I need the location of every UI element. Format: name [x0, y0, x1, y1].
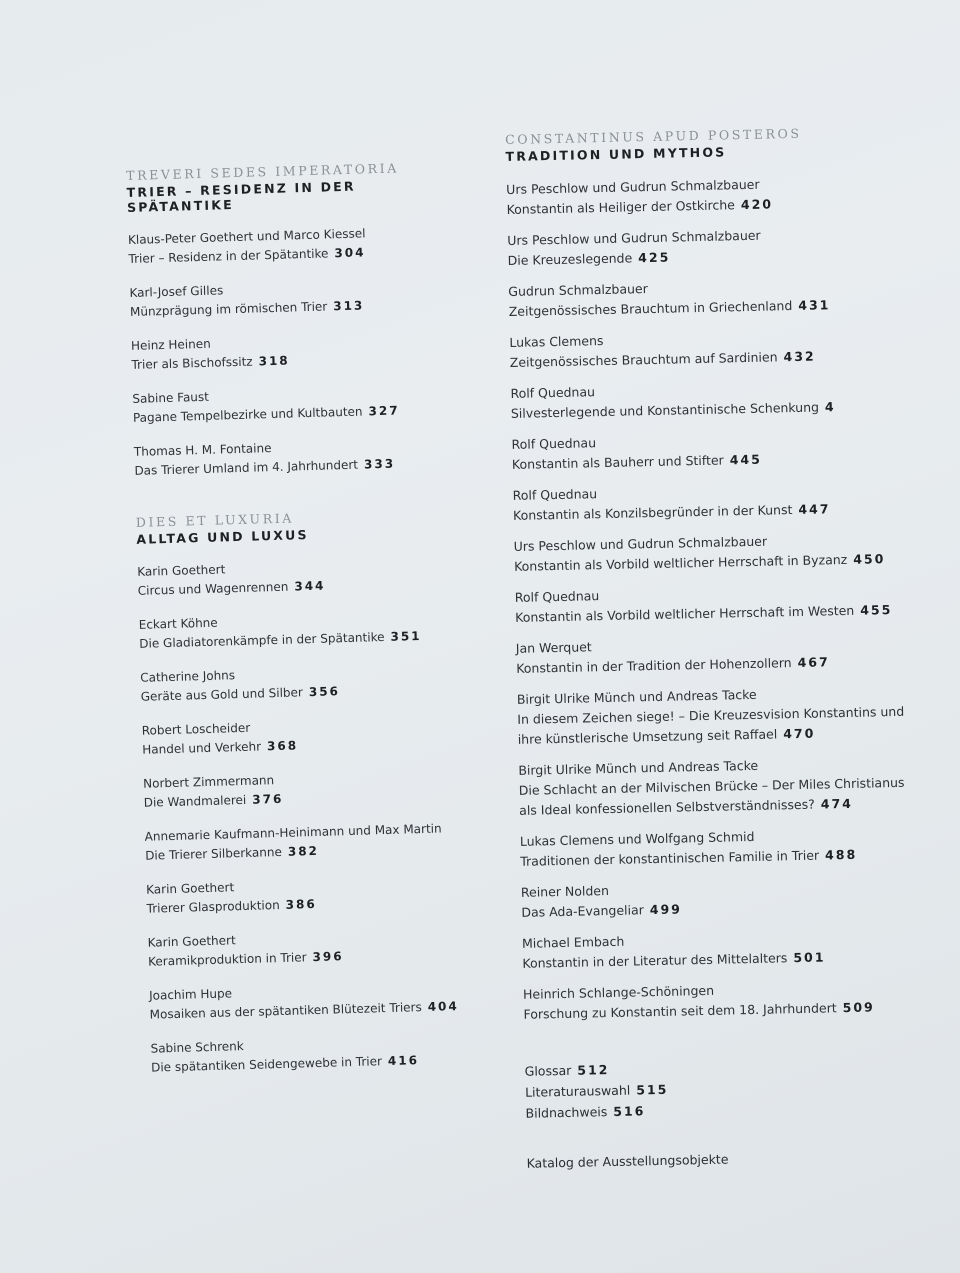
entry-page: 488 — [824, 846, 858, 863]
entry-author: Catherine Johns — [140, 668, 236, 685]
entry-author: Reiner Nolden — [520, 882, 610, 900]
entry-page: 447 — [798, 501, 831, 517]
entry-title: Das Trierer Umland im 4. Jahrhundert 333 — [134, 456, 396, 478]
entry-author: Rolf Quednau — [514, 588, 600, 605]
entry-author: Sabine Faust — [132, 389, 210, 406]
entry-title: Trier als Bischofssitz 318 — [131, 353, 290, 372]
entry-author: Karl-Josef Gilles — [129, 283, 224, 300]
toc-entry — [516, 631, 917, 679]
toc-entry — [147, 924, 488, 971]
entry-author: Karin Goethert — [145, 880, 235, 897]
toc-entry — [520, 823, 921, 871]
entry-author: Urs Peschlow und Gudrun Schmalzbauer — [507, 227, 761, 248]
entry-page: 327 — [368, 403, 400, 419]
toc-entry — [129, 274, 470, 321]
entry-page: 501 — [793, 949, 826, 966]
toc-entry — [132, 380, 473, 427]
toc-entry — [513, 529, 914, 577]
section-heading: TRIER – RESIDENZ IN DER SPÄTANTIKE — [126, 178, 356, 215]
toc-entry — [149, 977, 490, 1024]
toc-entry — [137, 553, 478, 600]
entry-page: 431 — [798, 297, 831, 313]
entry-title: Konstantin als Konzilsbegründer in der Kunst 447 — [512, 501, 831, 523]
left-column — [126, 159, 492, 1112]
entry-title: Circus und Wagenrennen 344 — [137, 578, 326, 598]
entry-page: 516 — [613, 1103, 646, 1119]
toc-entry — [508, 274, 909, 322]
entry-title: Zeitgenössisches Brauchtum auf Sardinien 432 — [509, 348, 816, 370]
backmatter-item: Literaturauswahl 515 — [524, 1081, 669, 1100]
entry-author: Gudrun Schmalzbauer — [508, 281, 648, 299]
entry-author: Sabine Schrenk — [150, 1039, 244, 1056]
entry-author: Lukas Clemens — [509, 332, 604, 350]
toc-entry — [506, 172, 907, 220]
entry-title: Konstantin als Vorbild weltlicher Herrschaft im Westen 455 — [515, 601, 893, 625]
entry-author: Birgit Ulrike Münch und Andreas Tacke — [518, 757, 759, 778]
right-column — [505, 124, 927, 1174]
entry-page: 445 — [729, 451, 762, 468]
toc-entry — [521, 874, 922, 922]
entry-title: Die spätantiken Seidengewebe in Trier 416 — [150, 1053, 420, 1075]
entry-title: Zeitgenössisches Brauchtum in Griechenland 431 — [508, 297, 831, 319]
toc-entry — [509, 325, 910, 373]
entry-title: Die Trierer Silberkanne 382 — [145, 843, 320, 863]
entry-author: Heinrich Schlange-Schöningen — [522, 982, 715, 1002]
entry-page: 333 — [363, 456, 396, 472]
toc-entry — [523, 976, 924, 1024]
entry-page: 455 — [860, 601, 893, 618]
entry-title: Die Schlacht an der Milvischen Brücke – Der Miles Christianus als Ideal konfessionellen Selbstverständnisses? 474 — [518, 774, 905, 818]
toc-entry — [134, 433, 475, 480]
backmatter-item: Glossar 512 — [524, 1062, 610, 1079]
entry-author: Rolf Quednau — [512, 486, 598, 503]
entry-author: Klaus-Peter Goethert und Marco Kiessel — [127, 226, 366, 247]
entry-page: 470 — [783, 725, 816, 742]
toc-entry — [511, 427, 912, 475]
entry-author: Jan Werquet — [515, 639, 592, 656]
entry-page: 4 — [824, 399, 836, 415]
toc-entry — [146, 871, 487, 918]
entry-author: Joachim Hupe — [148, 986, 233, 1003]
entry-title: Forschung zu Konstantin seit dem 18. Jahrhundert 509 — [523, 999, 875, 1022]
entry-title: Keramikproduktion in Trier 396 — [147, 949, 344, 969]
entry-page: 416 — [387, 1053, 420, 1069]
toc-entry — [144, 818, 485, 865]
entry-author: Urs Peschlow und Gudrun Schmalzbauer — [506, 176, 760, 197]
entry-title: Münzprägung im römischen Trier 313 — [129, 298, 365, 319]
entry-page: 356 — [308, 684, 341, 700]
toc-entry — [128, 221, 469, 268]
section-heading: TRADITION UND MYTHOS — [505, 144, 727, 164]
entry-author: Rolf Quednau — [510, 384, 596, 401]
section-latin-title: DIES ET LUXURIA — [135, 510, 295, 530]
entry-author: Karin Goethert — [137, 562, 226, 579]
entry-title: Pagane Tempelbezirke und Kultbauten 327 — [132, 403, 400, 425]
toc-entry — [131, 327, 472, 374]
entry-title: Konstantin in der Tradition der Hohenzollern 467 — [516, 654, 830, 676]
entry-page: 404 — [427, 999, 459, 1014]
entry-title: In diesem Zeichen siege! – Die Kreuzesvision Konstantins und ihre künstlerische Umsetzung seit Raffael 470 — [517, 703, 905, 747]
entry-author: Thomas H. M. Fontaine — [133, 441, 272, 459]
entry-title: Konstantin in der Literatur des Mittelalters 501 — [522, 949, 826, 971]
entry-title: Konstantin als Bauherr und Stifter 445 — [511, 451, 762, 472]
entry-page: 509 — [842, 999, 875, 1016]
backmatter-list — [524, 1052, 925, 1123]
entry-page: 386 — [285, 896, 317, 912]
section-latin-title: TREVERI SEDES IMPERATORIA — [126, 160, 400, 183]
section-latin-title: CONSTANTINUS APUD POSTEROS — [505, 125, 802, 147]
toc-entry — [140, 659, 481, 706]
entry-title: Die Wandmalerei 376 — [143, 791, 284, 810]
entry-title: Die Kreuzeslegende 425 — [507, 249, 671, 268]
entry-title: Geräte aus Gold und Silber 356 — [140, 684, 341, 704]
toc-entry — [518, 752, 919, 820]
entry-title: Trier – Residenz in der Spätantike 304 — [128, 245, 366, 266]
entry-page: 396 — [312, 949, 344, 965]
entry-author: Robert Loscheider — [141, 720, 251, 738]
toc-entry — [141, 712, 482, 759]
entry-author: Birgit Ulrike Münch und Andreas Tacke — [516, 686, 757, 707]
toc-entry — [522, 925, 923, 973]
entry-page: 474 — [820, 795, 854, 812]
entry-author: Norbert Zimmermann — [143, 773, 275, 791]
entry-page: 313 — [333, 298, 365, 314]
entry-author: Eckart Köhne — [138, 615, 218, 632]
toc-entry — [517, 682, 918, 750]
entry-author: Rolf Quednau — [511, 435, 597, 452]
catalog-entry: Katalog der Ausstellungsobjekte — [526, 1151, 729, 1171]
entry-page: 499 — [649, 901, 683, 918]
entry-title: Silvesterlegende und Konstantinische Schenkung 4 — [510, 399, 836, 421]
entry-author: Karin Goethert — [147, 933, 236, 950]
section-heading: ALLTAG UND LUXUS — [136, 527, 309, 547]
entry-title: Konstantin als Vorbild weltlicher Herrschaft in Byzanz 450 — [513, 551, 886, 574]
entry-page: 467 — [797, 654, 830, 670]
entry-page: 450 — [853, 551, 886, 567]
entry-author: Lukas Clemens und Wolfgang Schmid — [519, 828, 755, 849]
entry-author: Heinz Heinen — [130, 336, 211, 353]
entry-page: 515 — [636, 1081, 669, 1098]
section-treveri — [126, 159, 475, 481]
entry-title: Die Gladiatorenkämpfe in der Spätantike 351 — [139, 628, 422, 651]
entry-page: 344 — [294, 578, 326, 594]
entry-author: Michael Embach — [521, 933, 625, 951]
toc-entry — [510, 376, 911, 424]
entry-title: Traditionen der konstantinischen Familie in Trier 488 — [520, 846, 858, 869]
entry-page: 351 — [390, 628, 422, 644]
entry-page: 432 — [783, 348, 816, 365]
entry-page: 512 — [577, 1062, 610, 1078]
toc-entry — [515, 580, 916, 628]
entry-title: Mosaiken aus der spätantiken Blütezeit Triers 404 — [149, 999, 459, 1022]
entry-title: Trierer Glasproduktion 386 — [146, 896, 317, 916]
entry-page: 382 — [287, 843, 320, 859]
entry-title: Handel und Verkehr 368 — [142, 738, 299, 757]
entry-author: Annemarie Kaufmann-Heinimann und Max Martin — [144, 821, 442, 844]
toc-entry — [512, 478, 913, 526]
entry-page: 420 — [740, 196, 774, 213]
entry-title: Konstantin als Heiliger der Ostkirche 420 — [506, 196, 774, 217]
toc-entry — [507, 223, 908, 271]
entry-title: Das Ada-Evangeliar 499 — [521, 901, 683, 920]
entry-page: 425 — [638, 249, 671, 266]
entry-page: 318 — [258, 353, 290, 369]
entry-page: 376 — [252, 791, 284, 807]
section-dies-et-luxuria — [136, 505, 492, 1077]
backmatter-item: Bildnachweis 516 — [525, 1103, 646, 1121]
toc-entry — [150, 1030, 491, 1077]
entry-page: 368 — [266, 738, 299, 754]
entry-author: Urs Peschlow und Gudrun Schmalzbauer — [513, 533, 768, 554]
toc-entry — [143, 765, 484, 812]
toc-entry — [139, 606, 480, 653]
entry-page: 304 — [334, 245, 366, 261]
